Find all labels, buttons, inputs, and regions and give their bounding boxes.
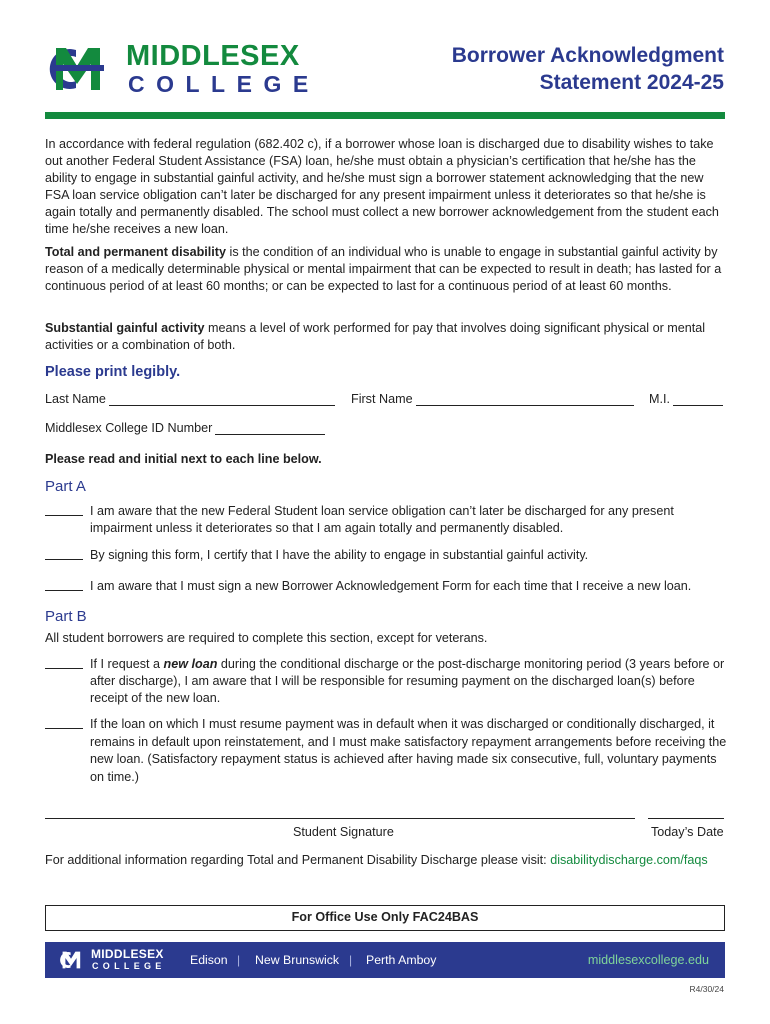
college-logo [42,40,332,100]
name-fields-row [45,392,725,412]
part-a-item-text: I am aware that I must sign a new Borrower Acknowledgement Form for each time that I receive a new loan. [90,579,692,593]
intro-paragraph: In accordance with federal regulation (682.402 c), if a borrower whose loan is discharged due to disability wishes to take out another Federal Student Assistance (FSA) loan, he/she must obtain a physician’s certification that he/she has the ability to engage in substantial gainful activity, and he/she must sign a borrower statement acknowledging that the new FSA loan service obligation can’t later be discharged for any present impairment unless it deteriorates so that he/she is again totally and permanently disabled. The school must collect a new borrower acknowledgement from the student each time he/she receives a new loan. [45,137,719,236]
part-b-item-text: If the loan on which I must resume payment was in default when it was discharged or conditionally discharged, it remains in default upon reinstatement, and I must make satisfactory repayment arrangements before receiving the new loan. (Satisfactory repayment status is achieved after having made six consecutive, full, voluntary payments on time.) [90,717,727,784]
first-name-label: First Name [351,392,413,406]
initials-line[interactable] [45,668,83,669]
part-b-item1-post: during the conditional discharge or the post-discharge monitoring period (3 years before or after discharge), I am aware that I will be responsible for resuming payment on the discharged loan(s) before receipt of the new loan. [90,657,725,705]
new-loan-emphasis: new loan [163,657,218,671]
id-number-field[interactable] [45,421,325,435]
todays-date-label: Today’s Date [651,825,724,839]
id-field-row [45,421,725,441]
document-title-line1: Borrower Acknowledgment [451,44,724,67]
definition-disability-text: is the condition of an individual who is unable to engage in substantial gainful activity by reason of a medically determinable physical or mental impairment that can be expected to result in death; has lasted for a continuous period of at least 60 months; or can be expected to last for a continuous period of at least 60 months. [45,245,722,293]
footer-location-perth-amboy: Perth Amboy [366,953,437,967]
id-number-line[interactable] [215,423,325,435]
footer-separator: | [237,953,241,967]
middle-initial-field[interactable] [649,392,723,406]
definition-gainful-text: means a level of work performed for pay that involves doing significant physical or mental activities or a combination of both. [45,321,706,352]
todays-date-line[interactable] [648,818,724,819]
initials-line[interactable] [45,590,83,591]
part-b-intro: All student borrowers are required to complete this section, except for veterans. [45,631,488,645]
initial-instruction: Please read and initial next to each line below. [45,452,322,466]
definition-gainful-term: Substantial gainful activity [45,321,205,335]
student-signature-label: Student Signature [293,825,394,839]
last-name-label: Last Name [45,392,106,406]
document-title-line2: Statement 2024-25 [539,71,724,94]
header-divider [45,112,725,119]
id-number-label: Middlesex College ID Number [45,421,213,435]
revision-code: R4/30/24 [689,984,724,994]
part-a-item-text: I am aware that the new Federal Student loan service obligation can’t later be discharged for any present impairment unless it deteriorates so that I am again totally and permanently disabled. [90,504,674,535]
footer-website-link[interactable]: middlesexcollege.edu [587,953,709,967]
footer-location-edison: Edison [190,953,228,967]
more-info-sentence: For additional information regarding Total and Permanent Disability Discharge please visit: [45,853,551,867]
footer-bar [45,942,725,978]
definition-disability-term: Total and permanent disability [45,245,227,259]
first-name-field[interactable] [351,392,634,406]
part-b-item [45,656,730,710]
last-name-field[interactable] [45,392,335,406]
part-a-item [45,578,730,598]
initials-line[interactable] [45,559,83,560]
part-b-item [45,716,730,788]
logo-wordmark-bottom: COLLEGE [128,71,320,97]
definition-disability [45,244,730,295]
middle-initial-line[interactable] [673,394,723,406]
first-name-line[interactable] [416,394,634,406]
part-a-heading: Part A [45,478,86,495]
part-a-item-text: By signing this form, I certify that I have the ability to engage in substantial gainful activity. [90,548,589,562]
footer-logo-top: MIDDLESEX [91,947,164,961]
more-info-text [45,853,708,867]
footer-separator: | [349,953,353,967]
footer-logo-bottom: COLLEGE [92,961,166,971]
disability-discharge-link[interactable]: disabilitydischarge.com/faqs [550,853,708,867]
initials-line[interactable] [45,515,83,516]
logo-wordmark-top: MIDDLESEX [126,40,300,72]
part-b-item1-pre: If I request a [90,657,164,671]
office-use-box: For Office Use Only FAC24BAS [45,905,725,931]
footer-location-new-brunswick: New Brunswick [255,953,340,967]
middlesex-mc-monogram-icon [57,949,85,971]
part-a-item [45,503,730,539]
initials-line[interactable] [45,728,83,729]
middlesex-mc-monogram-icon [42,44,112,94]
definition-gainful-activity [45,320,730,354]
document-title [452,42,724,96]
middle-initial-label: M.I. [649,392,670,406]
part-a-item [45,547,730,567]
last-name-line[interactable] [109,394,335,406]
print-legibly-heading: Please print legibly. [45,364,181,380]
part-b-item-text [90,656,730,707]
part-b-heading: Part B [45,608,87,625]
student-signature-line[interactable] [45,818,635,819]
